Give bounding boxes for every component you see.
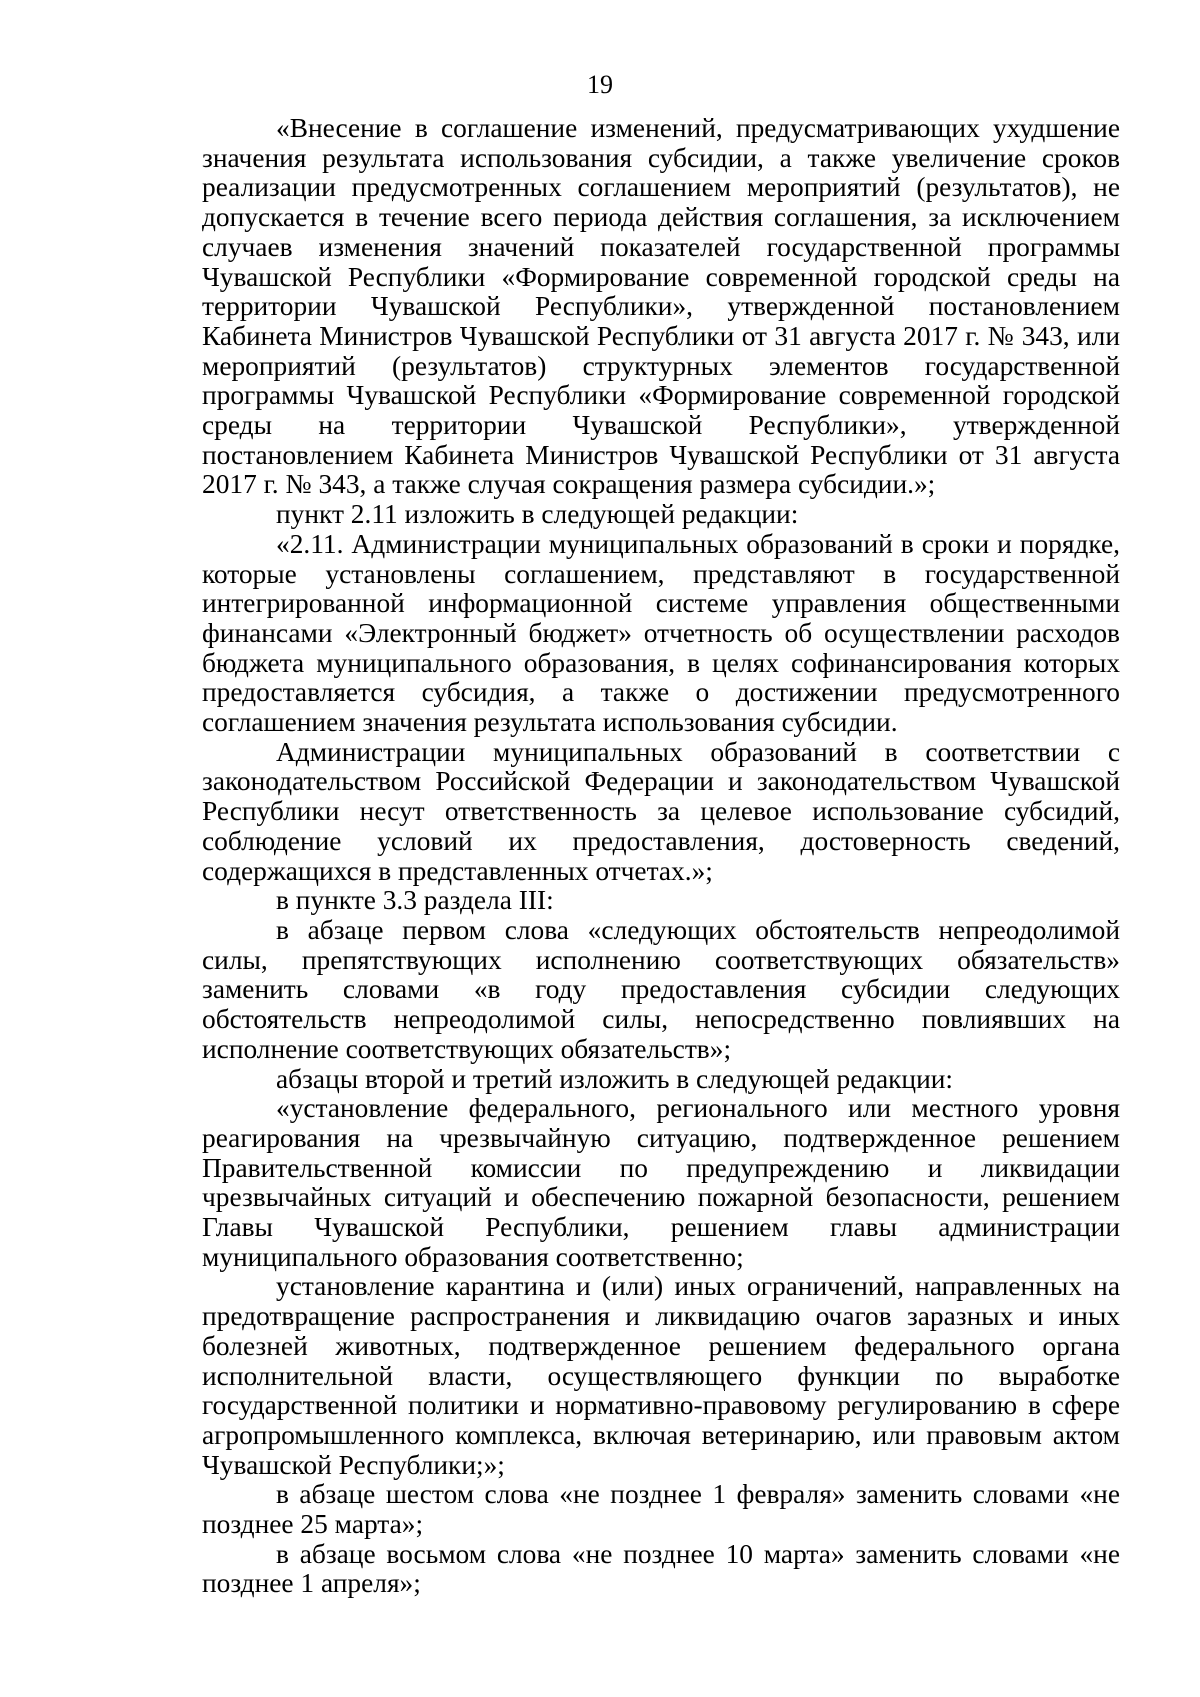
- paragraph-first-abzac-force-majeure: в абзаце первом слова «следующих обстоятельств непреодолимой силы, препятствующих исполнению соответствующих обязательств» заменить словами «в году предоставления субсидии следующих обстоятельств непреодолимой силы, непосредственно повлиявших на исполнение соответствующих обязательств»;: [202, 914, 1120, 1064]
- paragraph-sixth-abzac-deadline: в абзаце шестом слова «не позднее 1 февраля» заменить словами «не позднее 25 марта»;: [202, 1479, 1120, 1540]
- paragraph-item-3-3-intro: в пункте 3.3 раздела III:: [276, 885, 554, 916]
- paragraph-item-2-11-intro: пункт 2.11 изложить в следующей редакции:: [276, 499, 799, 530]
- paragraph-item-2-11-reporting: «2.11. Администрации муниципальных образований в сроки и порядке, которые установлены соглашением, представляют в государственной интегрированной информационной системе управления общественными финансами «Электронный бюджет» отчетность об осуществлении расходов бюджета муниципального образования, в целях софинансирования которых предоставляется субсидия, а также о достижении предусмотренного соглашением значения результата использования субсидии.: [202, 528, 1120, 738]
- paragraph-second-third-abzac-intro: абзацы второй и третий изложить в следующей редакции:: [276, 1063, 954, 1094]
- paragraph-emergency-response: «установление федерального, регионального или местного уровня реагирования на чрезвычайную ситуацию, подтвержденное решением Правительственной комиссии по предупреждению и ликвидации чрезвычайных ситуаций и обеспечению пожарной безопасности, решением Главы Чувашской Республики, решением главы администрации муниципального образования соответственно;: [202, 1093, 1120, 1272]
- paragraph-subsidy-agreement-changes: «Внесение в соглашение изменений, предусматривающих ухудшение значения результата использования субсидии, а также увеличение сроков реализации предусмотренных соглашением мероприятий (результатов), не допускается в течение всего периода действия соглашения, за исключением случаев изменения значений показателей государственной программы Чувашской Республики «Формирование современной городской среды на территории Чувашской Республики», утвержденной постановлением Кабинета Министров Чувашской Республики от 31 августа 2017 г. № 343, или мероприятий (результатов) структурных элементов государственной программы Чувашской Республики «Формирование современной городской среды на территории Чувашской Республики», утвержденной постановлением Кабинета Министров Чувашской Республики от 31 августа 2017 г. № 343, а также случая сокращения размера субсидии.»;: [202, 113, 1120, 500]
- paragraph-administrations-responsibility: Администрации муниципальных образований в соответствии с законодательством Российской Федерации и законодательством Чувашской Республики несут ответственность за целевое использование субсидий, соблюдение условий их предоставления, достоверность сведений, содержащихся в представленных отчетах.»;: [202, 736, 1120, 886]
- document-body: [202, 114, 1120, 1599]
- paragraph-eighth-abzac-deadline: в абзаце восьмом слова «не позднее 10 марта» заменить словами «не позднее 1 апреля»;: [202, 1538, 1120, 1599]
- page-number: 19: [587, 70, 613, 99]
- paragraph-quarantine-restrictions: установление карантина и (или) иных ограничений, направленных на предотвращение распространения и ликвидацию очагов заразных и иных болезней животных, подтвержденное решением федерального органа исполнительной власти, осуществляющего функции по выработке государственной политики и нормативно-правовому регулированию в сфере агропромышленного комплекса, включая ветеринарию, или правовым актом Чувашской Республики;»;: [202, 1271, 1120, 1480]
